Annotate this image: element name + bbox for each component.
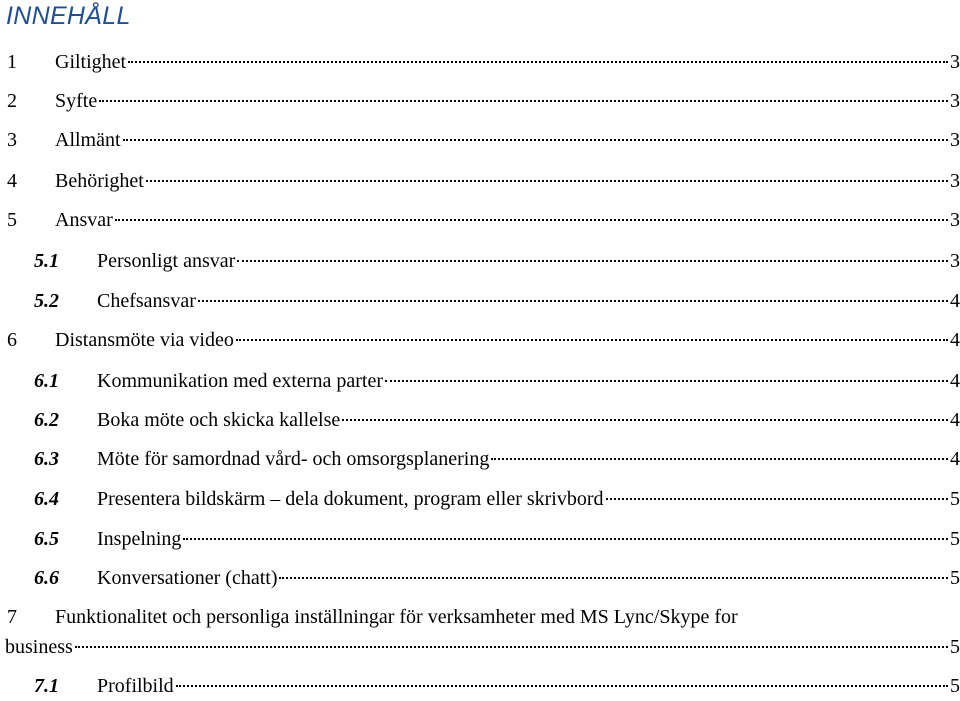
toc-entry-number: 5.1 (34, 250, 59, 272)
toc-dot-leader (606, 497, 948, 500)
toc-entry-number: 4 (7, 170, 17, 192)
toc-entry-page: 4 (950, 290, 960, 312)
toc-entry[interactable] (0, 325, 960, 355)
toc-entry-page: 3 (950, 170, 960, 192)
toc-entry-title: Inspelning (97, 528, 182, 550)
toc-entry-title: Möte för samordnad vård- och omsorgsplanering (97, 448, 490, 470)
toc-dot-leader (183, 537, 948, 540)
toc-entry-title: Funktionalitet och personliga inställningar för verksamheter med MS Lync/Skype for (55, 606, 738, 628)
toc-entry-page: 4 (950, 409, 960, 431)
toc-entry-page: 3 (950, 250, 960, 272)
toc-entry-number: 5 (7, 209, 17, 231)
toc-entry-page: 5 (950, 488, 960, 510)
toc-entry-number: 7 (7, 606, 17, 628)
toc-entry-page: 5 (950, 528, 960, 550)
toc-dot-leader (176, 684, 948, 687)
toc-entry[interactable] (0, 125, 960, 155)
toc-entry-page: 3 (950, 209, 960, 231)
toc-entry-title: Syfte (55, 90, 98, 112)
toc-entry[interactable] (0, 205, 960, 235)
toc-entry-page: 5 (950, 636, 960, 658)
toc-dot-leader (491, 457, 948, 460)
toc-entry[interactable] (0, 366, 960, 396)
toc-dot-leader (237, 259, 948, 262)
toc-entry-number: 2 (7, 90, 17, 112)
toc-entry-page: 5 (950, 675, 960, 697)
toc-entry-title: Boka möte och skicka kallelse (97, 409, 341, 431)
toc-dot-leader (385, 379, 948, 382)
toc-dot-leader (342, 418, 948, 421)
toc-entry-title-continued: business (5, 636, 73, 658)
toc-entry-number: 6.3 (34, 448, 59, 470)
toc-entry[interactable] (0, 86, 960, 116)
toc-entry[interactable] (0, 286, 960, 316)
toc-entry-title: Giltighet (55, 51, 127, 73)
toc-entry-number: 5.2 (34, 290, 59, 312)
toc-entry-number: 6 (7, 329, 17, 351)
toc-dot-leader (123, 138, 948, 141)
toc-entry[interactable] (0, 166, 960, 196)
toc-entry-title: Personligt ansvar (97, 250, 236, 272)
toc-entry[interactable] (0, 524, 960, 554)
toc-entry-title: Distansmöte via video (55, 329, 234, 351)
toc-entry-number: 6.1 (34, 370, 59, 392)
toc-dot-leader (198, 299, 948, 302)
toc-entry[interactable] (0, 405, 960, 435)
toc-dot-leader (236, 338, 948, 341)
toc-entry[interactable] (0, 444, 960, 474)
toc-entry-page: 4 (950, 448, 960, 470)
toc-dot-leader (115, 218, 948, 221)
toc-entry[interactable] (0, 47, 960, 77)
toc-dot-leader (146, 179, 948, 182)
toc-entry-continuation[interactable] (0, 632, 960, 662)
toc-entry-page: 3 (950, 129, 960, 151)
toc-entry-number: 6.6 (34, 567, 59, 589)
toc-entry-title: Ansvar (55, 209, 113, 231)
toc-entry-page: 4 (950, 370, 960, 392)
toc-entry[interactable] (0, 602, 960, 632)
toc-entry-page: 5 (950, 567, 960, 589)
toc-dot-leader (279, 576, 948, 579)
toc-entry-title: Konversationer (chatt) (97, 567, 278, 589)
toc-heading: INNEHÅLL (6, 2, 131, 30)
toc-entry-number: 6.4 (34, 488, 59, 510)
toc-entry-title: Behörighet (55, 170, 144, 192)
toc-dot-leader (128, 60, 948, 63)
toc-entry[interactable] (0, 563, 960, 593)
toc-entry-page: 3 (950, 51, 960, 73)
toc-entry-title: Allmänt (55, 129, 121, 151)
toc-entry[interactable] (0, 484, 960, 514)
toc-entry[interactable] (0, 246, 960, 276)
toc-entry-number: 1 (7, 51, 17, 73)
toc-entry-title: Presentera bildskärm – dela dokument, program eller skrivbord (97, 488, 604, 510)
toc-dot-leader (99, 99, 948, 102)
toc-entry-number: 7.1 (34, 675, 59, 697)
toc-dot-leader (75, 645, 948, 648)
toc-entry-number: 3 (7, 129, 17, 151)
toc-entry-number: 6.5 (34, 528, 59, 550)
toc-entry-page: 4 (950, 329, 960, 351)
toc-entry-title: Chefsansvar (97, 290, 196, 312)
toc-entry-title: Profilbild (97, 675, 174, 697)
toc-entry-page: 3 (950, 90, 960, 112)
toc-entry-number: 6.2 (34, 409, 59, 431)
toc-entry-title: Kommunikation med externa parter (97, 370, 384, 392)
